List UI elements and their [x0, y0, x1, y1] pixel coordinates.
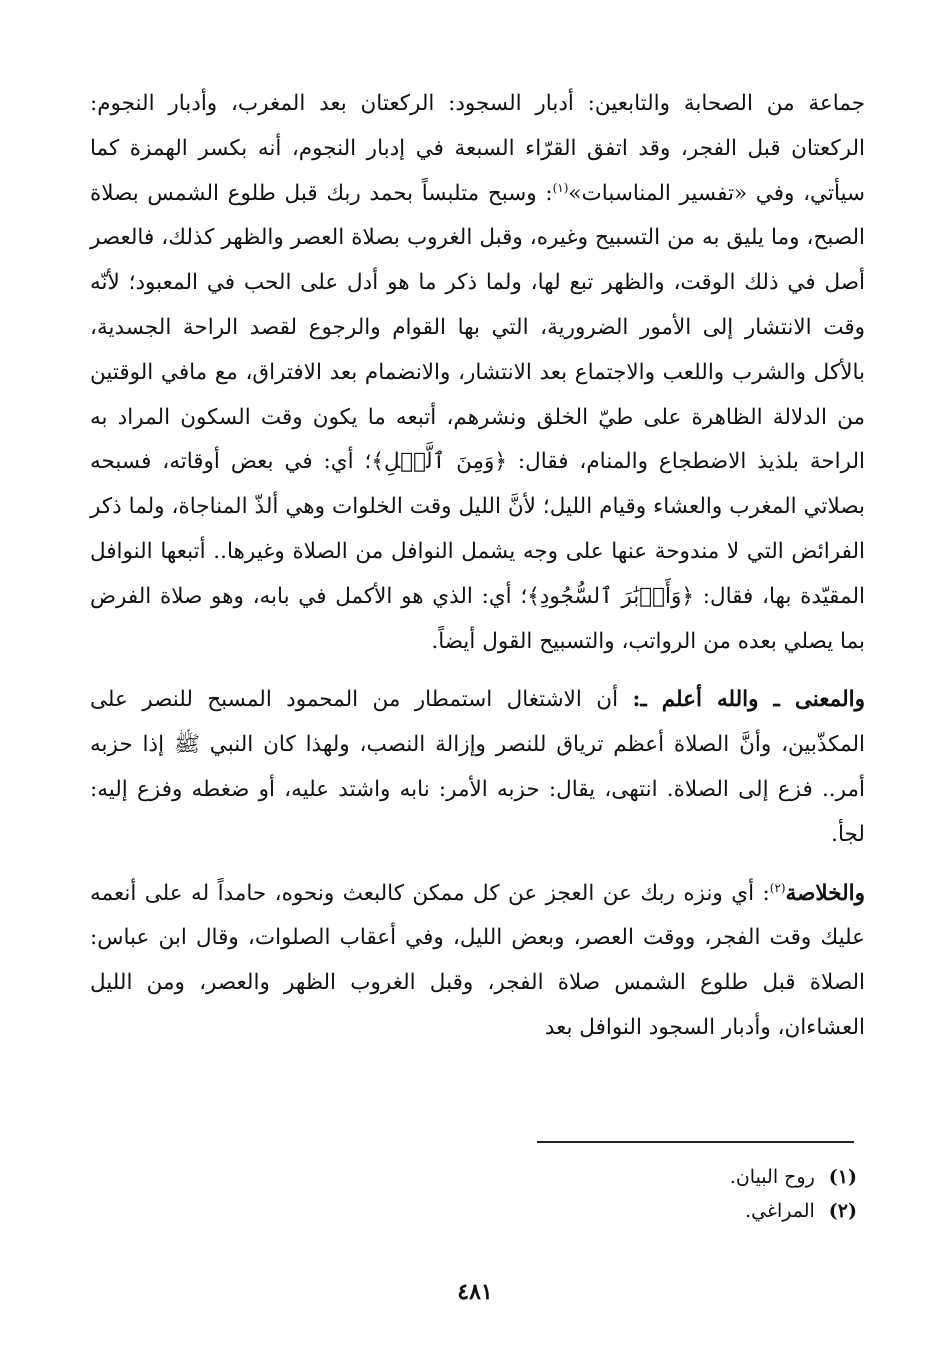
paragraph-2-text: أن الاشتغال استمطار من المحمود المسبح للنصر على المكذّبين، وأنَّ الصلاة أعظم ترياق للنصر وإزالة النصب، ولهذا كان النبي ﷺ إذا حزبه أمر.. فزع إلى الصلاة. انتهى، يقال: حزبه الأمر: نابه واشتد عليه، أو ضغطه وفزع إليه: لجأ.: [90, 687, 865, 847]
footnote-ref-2: (٢): [769, 880, 786, 895]
paragraph-3: [90, 872, 865, 1051]
paragraph-3-text: : أي ونزه ربك عن العجز عن كل ممكن كالبعث ونحوه، حامداً له على أنعمه عليك وقت الفجر، ووقت العصر، وبعض الليل، وفي أعقاب الصلوات، وقال ابن عباس: الصلاة قبل طلوع الشمس صلاة الفجر، وقبل الغروب الظهر والعصر، ومن الليل العشاءان، وأدبار السجود النوافل بعد: [90, 880, 865, 1040]
paragraph-2-lead: والمعنى ـ والله أعلم ـ:: [632, 687, 865, 713]
page-number: ٤٨١: [457, 1279, 493, 1305]
footnote-2: [537, 1194, 857, 1228]
paragraph-1: [90, 82, 865, 664]
paragraph-1-text-a: جماعة من الصحابة والتابعين: أدبار السجود: الركعتان بعد المغرب، وأدبار النجوم: الركعتان قبل الفجر، وقد اتفق القرّاء السبعة في إدبار النجوم، أنه بكسر الهمزة كما سيأتي، وفي «تفسير المناسبات»: [90, 91, 865, 206]
footnote-ref-1: (١): [552, 180, 569, 195]
footnote-2-text: المراغي.: [745, 1200, 815, 1222]
footnotes: [537, 1160, 857, 1228]
footnote-1-text: روح البيان.: [729, 1166, 815, 1188]
footnote-1: [537, 1160, 857, 1194]
footnote-2-number: (٢): [828, 1200, 857, 1222]
paragraph-3-lead: والخلاصة: [785, 880, 865, 906]
footnote-1-number: (١): [828, 1166, 857, 1188]
paragraph-2: [90, 678, 865, 857]
main-text: [90, 82, 865, 1051]
footnote-separator: [537, 1141, 854, 1143]
paragraph-1-text-b: : وسبح متلبساً بحمد ربك قبل طلوع الشمس بصلاة الصبح، وما يليق به من التسبيح وغيره، وقبل الغروب بصلاة العصر والظهر كذلك، فالعصر أصل في ذلك الوقت، والظهر تبع لها، ولما ذكر ما هو أدل على الحب في المعبود؛ لأنّه وقت الانتشار إلى الأمور الضرورية، التي بها القوام والرجوع لقصد الراحة الجسدية، بالأكل والشرب واللعب والاجتماع بعد الانتشار، والانضمام بعد الافتراق، مع مافي الوقتين من الدلالة الظاهرة على طيّ الخلق ونشرهم، أتبعه ما يكون وقت السكون المراد به الراحة بلذيذ الاضطجاع والمنام، فقال: ﴿وَمِنَ ٱلَّيۡلِ﴾؛ أي: في بعض أوقاته، فسبحه بصلاتي المغرب والعشاء وقيام الليل؛ لأنَّ الليل وقت الخلوات وهي ألذّ المناجاة، ولما ذكر الفرائض التي لا مندوحة عنها على وجه يشمل النوافل من الصلاة وغيرها.. أتبعها النوافل المقيّدة بها، فقال: ﴿وَأَدۡبَٰرَ ٱلسُّجُودِ﴾؛ أي: الذي هو الأكمل في بابه، وهو صلاة الفرض بما يصلي بعده من الرواتب، والتسبيح القول أيضاً.: [90, 180, 865, 654]
